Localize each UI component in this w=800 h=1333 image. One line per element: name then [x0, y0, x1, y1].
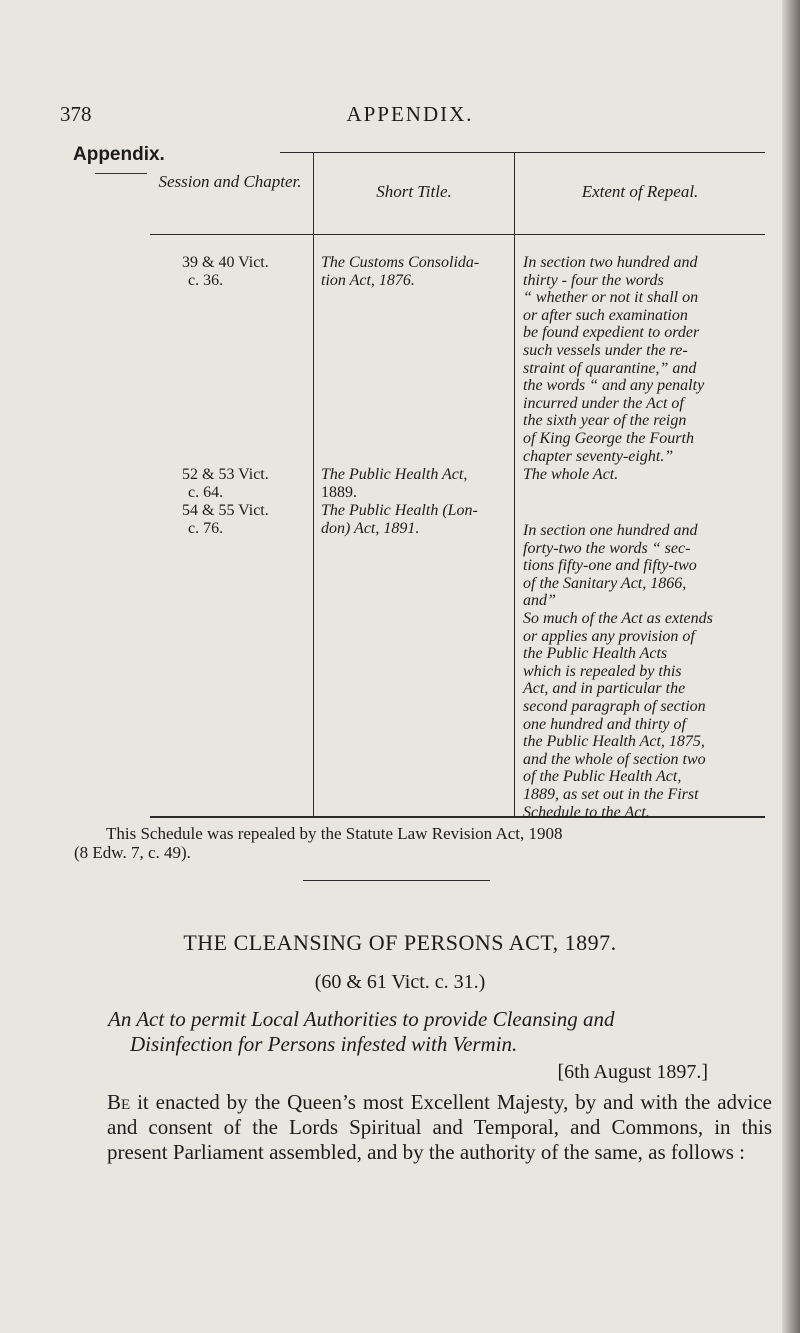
extent-line: Act, and in particular the	[523, 680, 686, 698]
extent-line: or after such examination	[523, 306, 688, 324]
chapter-line: c. 76.	[188, 519, 224, 537]
extent-line: chapter seventy-eight.”	[523, 447, 674, 465]
title-line: The Customs Consolida-	[321, 254, 480, 271]
page-number: 378	[60, 102, 92, 126]
schedule-repeal-note	[74, 824, 770, 862]
extent-line: So much of the Act as extends	[523, 609, 713, 627]
page-edge-shadow	[782, 0, 800, 1333]
extent-line: the Public Health Acts	[523, 645, 668, 663]
extent-line: the sixth year of the reign	[523, 412, 687, 430]
enacting-text: it enacted by the Queen’s most Excellent Majesty, by and with the advice and consent of the Lords Spiritual and Temporal, and Commons, in this present Parliament assembled, and by the authority of the same, as follows :	[107, 1090, 772, 1164]
column-header-title: Short Title.	[376, 182, 452, 201]
enacting-lead-word: Be	[107, 1090, 131, 1114]
act-title: THE CLEANSING OF PERSONS ACT, 1897.	[183, 930, 617, 955]
table-row-3-title	[321, 502, 478, 537]
column-divider	[313, 152, 314, 816]
table-row-1-extent	[523, 254, 704, 465]
section-divider	[303, 880, 490, 881]
extent-line: thirty - four the words	[523, 271, 664, 289]
extent-line: In section two hundred and	[523, 254, 698, 271]
long-title-line: Disinfection for Persons infested with Vermin.	[130, 1032, 518, 1056]
extent-line: and the whole of section two	[523, 750, 706, 768]
act-long-title	[108, 1007, 770, 1057]
title-line: The Public Health (Lon-	[321, 502, 478, 519]
extent-line: of King George the Fourth	[523, 429, 694, 447]
margin-label: Appendix.	[73, 144, 165, 165]
extent-line: or applies any provision of	[523, 627, 695, 645]
table-row-2-session	[182, 466, 269, 501]
extent-line: forty-two the words “ sec-	[523, 539, 691, 557]
column-divider	[514, 152, 515, 816]
table-top-rule	[280, 152, 765, 153]
title-line: 1889.	[321, 483, 357, 501]
extent-line: and”	[523, 592, 556, 610]
table-header-rule	[150, 234, 765, 235]
long-title-line: An Act to permit Local Authorities to provide Cleansing and	[108, 1007, 615, 1031]
extent-line: tions fifty-one and fifty-two	[523, 557, 697, 575]
extent-line: which is repealed by this	[523, 662, 682, 680]
extent-line: the words “ and any penalty	[523, 377, 705, 395]
act-citation: (60 & 61 Vict. c. 31.)	[314, 971, 486, 993]
title-line: tion Act, 1876.	[321, 271, 415, 289]
extent-line: incurred under the Act of	[523, 394, 684, 412]
extent-line: such vessels under the re-	[523, 341, 688, 359]
extent-line: “ whether or not it shall on	[523, 289, 699, 307]
table-row-2-extent	[523, 466, 618, 484]
table-row-3-session	[182, 502, 269, 537]
note-line: This Schedule was repealed by the Statute Law Revision Act, 1908	[106, 824, 563, 843]
column-header-session: Session and Chapter.	[158, 172, 302, 191]
enacting-formula	[107, 1090, 772, 1165]
chapter-line: c. 36.	[188, 271, 224, 289]
extent-line: 1889, as set out in the First	[523, 785, 699, 803]
extent-line: of the Sanitary Act, 1866,	[523, 574, 687, 592]
margin-dash	[95, 173, 147, 174]
extent-line: be found expedient to order	[523, 324, 700, 342]
running-head: APPENDIX.	[346, 102, 474, 126]
extent-line: of the Public Health Act,	[523, 768, 682, 786]
column-header-extent: Extent of Repeal.	[581, 182, 699, 201]
table-row-1-session	[182, 254, 269, 289]
table-row-3-extent	[523, 522, 713, 821]
extent-line: Schedule to the Act.	[523, 803, 650, 821]
table-row-1-title	[321, 254, 479, 289]
session-line: 39 & 40 Vict.	[182, 254, 269, 271]
extent-line: The whole Act.	[523, 466, 619, 483]
title-line: The Public Health Act,	[321, 466, 468, 483]
title-line: don) Act, 1891.	[321, 519, 420, 537]
extent-line: one hundred and thirty of	[523, 715, 686, 733]
note-line: (8 Edw. 7, c. 49).	[74, 843, 191, 862]
extent-line: second paragraph of section	[523, 697, 706, 715]
repeal-schedule-table	[150, 152, 765, 821]
session-line: 54 & 55 Vict.	[182, 502, 269, 519]
page-header	[60, 102, 760, 132]
extent-line: the Public Health Act, 1875,	[523, 733, 705, 751]
royal-assent-date: [6th August 1897.]	[557, 1061, 708, 1083]
session-line: 52 & 53 Vict.	[182, 466, 269, 483]
chapter-line: c. 64.	[188, 483, 224, 501]
table-row-2-title	[321, 466, 467, 501]
extent-line: straint of quarantine,” and	[523, 359, 697, 377]
extent-line: In section one hundred and	[523, 522, 698, 539]
